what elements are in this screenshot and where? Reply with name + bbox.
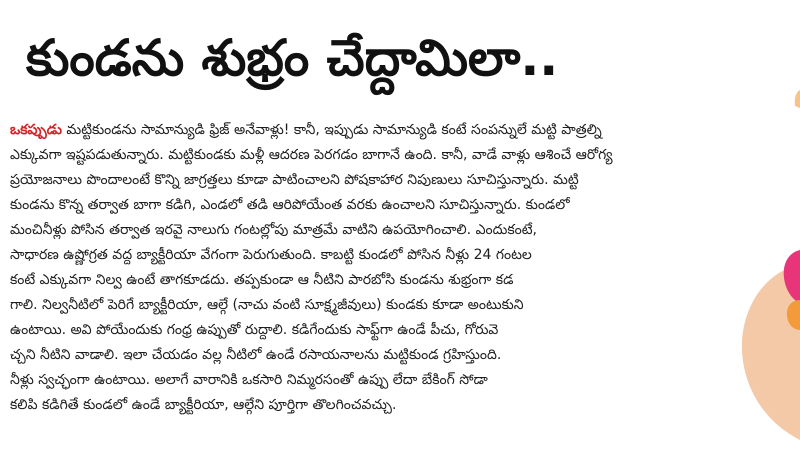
article-line-3: ప్రయోజనాలు పొందాలంటే కొన్ని జాగ్రత్తలు కూడా పాటించాలని పోషకాహార నిపుణులు సూచిస్తున్నారు. మట్టి [10,172,579,188]
article-lead-word: ఒకప్పుడు [10,122,62,138]
article-line-7: కంటే ఎక్కువగా నిల్వ ఉంటే తాగకూడదు. తప్పకుండా ఆ నీటిని పారబోసి కుండను శుభ్రంగా కడ [10,272,514,288]
article-line-2: ఎక్కువగా ఇష్టపడుతున్నారు. మట్టికుండకు మళ్లీ ఆదరణ పెరగడం బాగానే ఉంది. కానీ, వాడే వాళ్లు ఆశించే ఆరోగ్య [10,147,613,163]
article-line-8: గాలి. నిల్వనీటిలో పెరిగే బ్యాక్టీరియా, ఆల్గే (నాచు వంటి సూక్ష్మజీవులు) కుండకు కూడా అంటుకుని [10,297,524,313]
article-line-1 [10,118,780,143]
article-line-1-text: మట్టికుండను సామాన్యుడి ఫ్రిజ్ అనేవాళ్లు! కానీ, ఇప్పుడు సామాన్యుడి కంటే సంపన్నులే మట్టి పాత్రల్ని [61,122,602,138]
article-line-12: కలిపి కడిగితే కుండలో ఉండే బ్యాక్టీరియా, ఆల్గేని పూర్తిగా తొలగించవచ్చు. [10,397,397,413]
article-line-5: మంచినీళ్లు పోసిన తర్వాత ఇరవై నాలుగు గంటల్లోపు మాత్రమే వాటిని ఉపయోగించాలి. ఎందుకంటే, [10,222,538,238]
article-headline: కుండను శుభ్రం చేద్దామిలా.. [26,29,559,87]
article-line-6: సాధారణ ఉష్ణోగ్రత వద్ద బ్యాక్టీరియా వేగంగా పెరుగుతుంది. కాబట్టి కుండలో పోసిన నీళ్లు 24 గంటల [10,247,532,263]
article-line-11: నీళ్లు స్వచ్ఛంగా ఉంటాయి. అలాగే వారానికి ఒకసారి నిమ్మరసంతో ఉప్పు లేదా బేకింగ్ సోడా [10,372,488,388]
article-body [10,118,780,418]
article-line-10: చ్చని నీటిని వాడాలి. ఇలా చేయడం వల్ల నీటిలో ఉండే రసాయనాలను మట్టికుండ గ్రహిస్తుంది. [10,347,502,363]
article-line-4: కుండను కొన్న తర్వాత బాగా కడిగి, ఎండలో తడి ఆరిపోయేంత వరకు ఉంచాలని సూచిస్తున్నారు. కుండలో [10,197,570,213]
article-line-9: ఉంటాయి. అవి పోయేందుకు గంధ్ర ఉప్పుతో రుద్దాలి. కడిగేందుకు సాఫ్ట్‌గా ఉండే పీచు, గోరువె [10,322,499,338]
